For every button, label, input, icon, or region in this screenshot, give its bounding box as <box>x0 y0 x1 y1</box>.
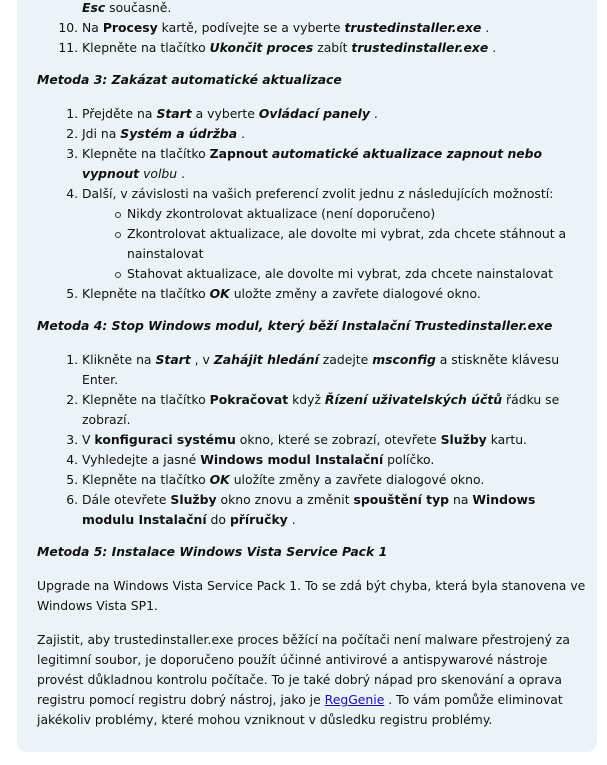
text: Zajistit, aby trustedinstaller.exe proces běžící na počítači není malware přestrojený za legitimní soubor, je doporučeno použít účinné antivirové a antispywarové nástroje provést důkladnou kontrolu počítače. To je také dobrý nápad pro skenování a oprava registru pomocí registru dobrý nástroj, jako je <box>37 632 571 707</box>
text: kartu. <box>486 432 527 447</box>
list-item <box>82 184 587 284</box>
text: Další, v závislosti na vašich preferencí zvolit jednu z následujících možností: <box>82 186 554 201</box>
text: na <box>449 492 473 507</box>
text: Klepněte na tlačítko <box>82 392 210 407</box>
text: . <box>287 512 296 527</box>
text: volbu <box>143 166 178 181</box>
text: . <box>237 126 246 141</box>
button-name: Pokračovat <box>209 392 289 407</box>
tab-name: Služby <box>440 432 487 447</box>
list-item-11 <box>82 38 587 58</box>
article-content <box>37 0 587 730</box>
option-name: automatické aktualizace zapnout nebo vypnout <box>82 146 543 181</box>
tab-name: Procesy <box>102 20 158 35</box>
setting-value: příručky <box>229 512 288 527</box>
window-name: konfiguraci systému <box>94 432 236 447</box>
spacer <box>37 336 587 350</box>
text: Vyhledejte a jasné <box>82 452 201 467</box>
menu-control-panel: Ovládací panely <box>258 106 370 121</box>
method4-heading: Metoda 4: Stop Windows modul, který běží Instalační Trustedinstaller.exe <box>37 318 553 333</box>
key-esc: Esc <box>82 0 106 15</box>
method3-list <box>37 104 587 304</box>
method5-paragraph: Upgrade na Windows Vista Service Pack 1. To se zdá být chyba, která byla stanovena ve Windows Vista SP1. <box>37 578 586 613</box>
setting-name: spouštění typ <box>353 492 450 507</box>
list-item <box>82 144 587 184</box>
list-item <box>82 430 587 450</box>
text: zadejte <box>318 352 373 367</box>
spacer <box>37 530 587 542</box>
list-item-10 <box>82 18 587 38</box>
method4-list <box>37 350 587 530</box>
spacer <box>37 90 587 104</box>
text: okno znovu a změnit <box>216 492 354 507</box>
text: když <box>288 392 325 407</box>
service-name: Windows modulu Instalační <box>82 492 536 527</box>
text: Klikněte na <box>82 352 156 367</box>
text: Jdi na <box>82 126 121 141</box>
method5-heading: Metoda 5: Instalace Windows Vista Service Pack 1 <box>37 544 388 559</box>
text: . <box>369 106 378 121</box>
tab-name: Služby <box>170 492 217 507</box>
uac-name: Řízení uživatelských účtů <box>324 392 503 407</box>
filename: trustedinstaller.exe <box>351 40 489 55</box>
list-item <box>82 350 587 390</box>
list-item <box>82 490 587 530</box>
list-item <box>82 124 587 144</box>
list-item <box>82 470 587 490</box>
text: Klepněte na tlačítko <box>82 40 210 55</box>
option-name: Zapnout <box>209 146 268 161</box>
text: Klepněte na tlačítko <box>82 286 210 301</box>
text: okno, které se zobrazí, otevřete <box>235 432 441 447</box>
text: . <box>481 20 490 35</box>
button-ok: OK <box>209 286 230 301</box>
spacer <box>37 616 587 630</box>
text: , v <box>190 352 214 367</box>
spacer <box>37 58 587 70</box>
text: V <box>82 432 95 447</box>
reggenie-link[interactable]: RegGenie <box>324 692 385 707</box>
text: do <box>206 512 230 527</box>
method2-list-tail <box>37 0 587 18</box>
spacer <box>37 562 587 576</box>
text: zabít <box>313 40 352 55</box>
search-box-name: Zahájit hledání <box>213 352 319 367</box>
service-name: Windows modul Instalační <box>200 452 384 467</box>
text: a vyberte <box>191 106 259 121</box>
text: uložíte změny a zavřete dialogové okno. <box>229 472 485 487</box>
text: . <box>177 166 186 181</box>
list-item <box>82 450 587 470</box>
text: . <box>488 40 497 55</box>
options-list <box>82 204 587 284</box>
list-item-continuation <box>82 0 587 18</box>
command: msconfig <box>372 352 436 367</box>
option-item: Zkontrolovat aktualizace, ale dovolte mi vybrat, zda chcete stáhnout a nainstalovat <box>127 224 587 264</box>
menu-start: Start <box>156 106 192 121</box>
text: Přejděte na <box>82 106 157 121</box>
summary-paragraph <box>37 630 587 730</box>
text: a stiskněte klávesu Enter. <box>82 352 560 387</box>
option-item: Nikdy zkontrolovat aktualizace (není doporučeno) <box>127 204 587 224</box>
method3-heading: Metoda 3: Zakázat automatické aktualizace <box>37 72 342 87</box>
text: . To vám pomůže eliminovat jakékoliv problémy, které mohou vzniknout v důsledku registru problémy. <box>37 692 563 727</box>
text: kartě, podívejte se a vyberte <box>157 20 345 35</box>
button-name: Ukončit proces <box>209 40 314 55</box>
filename: trustedinstaller.exe <box>344 20 482 35</box>
text: řádku se zobrazí. <box>82 392 560 427</box>
list-item <box>82 390 587 430</box>
list-item <box>82 104 587 124</box>
text: uložte změny a zavřete dialogové okno. <box>229 286 481 301</box>
text: Klepněte na tlačítko <box>82 146 210 161</box>
menu-start: Start <box>155 352 191 367</box>
list-item <box>82 284 587 304</box>
option-item: Stahovat aktualizace, ale dovolte mi vybrat, zda chcete nainstalovat <box>127 264 587 284</box>
button-ok: OK <box>209 472 230 487</box>
text: Dále otevřete <box>82 492 171 507</box>
text: současně. <box>105 0 172 15</box>
menu-system: Systém a údržba <box>120 126 238 141</box>
text: políčko. <box>383 452 435 467</box>
text: Klepněte na tlačítko <box>82 472 210 487</box>
spacer <box>37 304 587 316</box>
method2-list-end <box>37 18 587 58</box>
text: Na <box>82 20 103 35</box>
